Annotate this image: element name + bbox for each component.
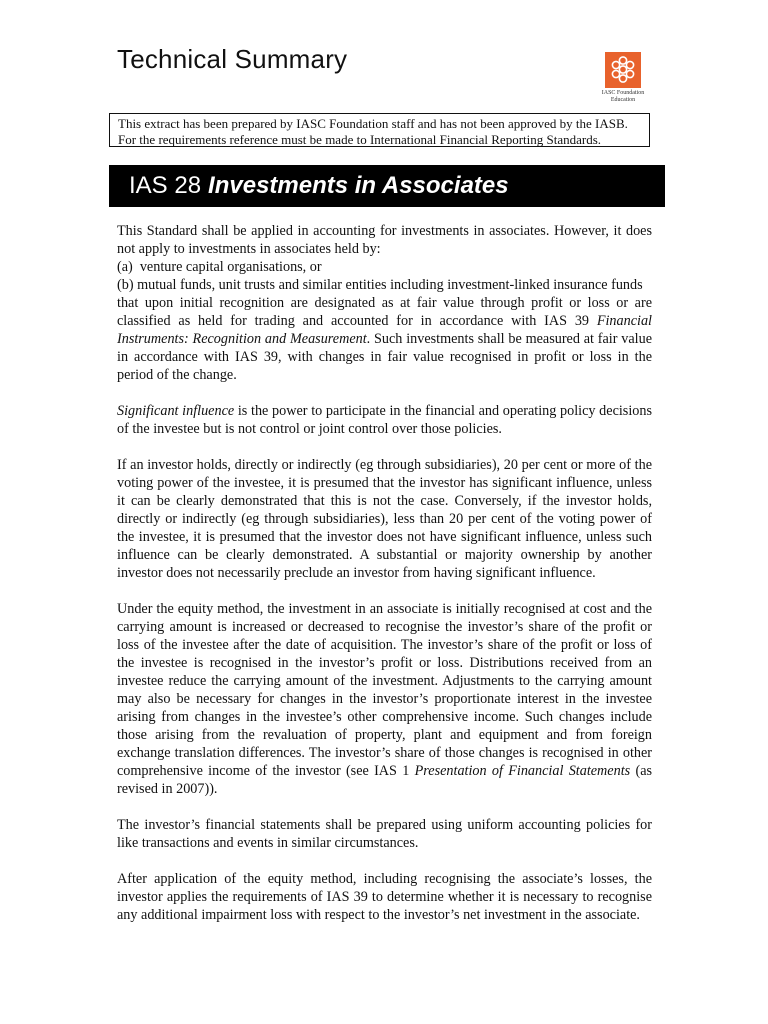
significant-influence-term: Significant influence [117,403,235,419]
standard-title-banner [109,165,665,207]
impairment-paragraph: After application of the equity method, including recognising the associate’s losses, the investor applies the requirements of IAS 39 to determine whether it is necessary to recognise any additional impairment loss with respect to the investor’s net investment in the associate. [117,871,652,923]
equity-method-text: Under the equity method, the investment in an associate is initially recognised at cost and the carrying amount is increased or decreased to recognise the investor’s share of the profit or loss of the investee after the date of acquisition. The investor’s share of the profit or loss of the investee is recognised in the investor’s profit or loss. Distributions received from an investee reduce the carrying amount of the investment. Adjustments to the carrying amount may also be necessary for changes in the investor’s proportionate interest in the investee arising from changes in the investee’s other comprehensive income. Such changes include those arising from the revaluation of property, plant and equipment and from foreign exchange translation differences. The investor’s share of those changes is recognised in other comprehensive income of the investor (see IAS 1 [117,601,652,779]
equity-method-paragraph [117,600,652,798]
disclaimer-line2: For the requirements reference must be made to International Financial Reporting Standards. [118,131,602,147]
equity-method-italic: Presentation of Financial Statements [414,763,631,779]
logo-caption-line1: IASC Foundation [601,90,645,96]
scope-cont-text: that upon initial recognition are designated as at fair value through profit or loss or are classified as held for trading and accounted for in accordance with IAS 39 [117,295,652,329]
equity-method-text-end: (as revised in 2007)). [117,763,653,797]
standard-name: Investments in Associates [208,172,509,199]
uniform-policies-paragraph: The investor’s financial statements shall be prepared using uniform accounting policies for like transactions and events in similar circumstances. [117,817,652,851]
scope-continuation [117,294,652,384]
significant-influence-definition: is the power to participate in the financial and operating policy decisions of the investee but is not control or joint control over those policies. [117,403,652,437]
summary-body [117,222,652,942]
disclaimer-line1: This extract has been prepared by IASC Foundation staff and has not been approved by the IASB. [118,116,628,131]
standard-number: IAS 28 [129,172,202,199]
logo-caption-line2: Education [610,97,636,103]
presumption-paragraph: If an investor holds, directly or indirectly (eg through subsidiaries), 20 per cent or more of the voting power of the investee, it is presumed that the investor has significant influence, unless it can be clearly demonstrated that this is not the case. Conversely, if the investor holds, directly or indirectly (eg through subsidiaries), less than 20 per cent of the voting power of the investee, it is presumed that the investor does not have significant influence, unless such influence can be clearly demonstrated. A substantial or majority ownership by another investor does not necessarily preclude an investor from having significant influence. [117,457,652,581]
scope-cont-text-end: . Such investments shall be measured at fair value in accordance with IAS 39, with changes in fair value recognised in profit or loss in the period of the change. [117,331,653,383]
iasc-foundation-logo-icon [605,52,641,88]
significant-influence-paragraph [117,402,652,438]
page-title: Technical Summary [117,44,348,74]
scope-item-a: (a) venture capital organisations, or [117,259,322,275]
disclaimer-box [109,113,650,147]
scope-item-b: (b) mutual funds, unit trusts and similar entities including investment-linked insurance funds [117,277,643,293]
scope-cont-italic: Financial Instruments: Recognition and Measurement [117,313,652,347]
scope-intro: This Standard shall be applied in accounting for investments in associates. However, it does not apply to investments in associates held by: [117,223,652,257]
logo [591,52,655,104]
